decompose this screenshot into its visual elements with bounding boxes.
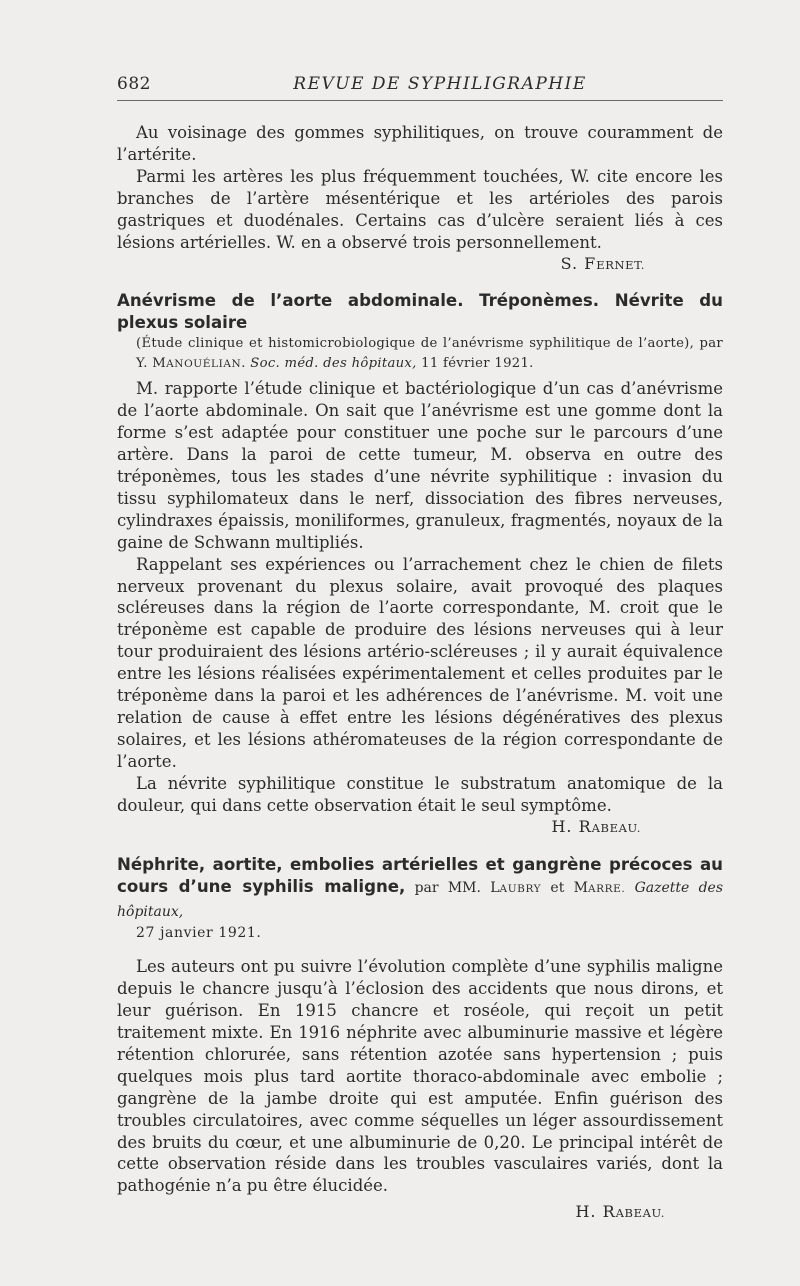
journal-name: Gazette des hôpitaux,	[117, 880, 723, 921]
signature-initial: S. F	[560, 254, 597, 274]
title-text: Néphrite, aortite, embolies artérielles et gangrène précoces au cours d’une syphilis maligne,	[117, 855, 723, 897]
paragraph: M. rapporte l’étude clinique et bactériologique d’un cas d’anévrisme de l’aorte abdominale. On sait que l’anévrisme est une gomme dont la forme s’est adaptée pour constituer une poche sur le parcours d’une artère. Dans la paroi de cette tumeur, M. observa en outre des tréponèmes, tous les stades d’une névrite syphilitique : invasion du tissu syphilomateux dans le nerf, dissociation des fibres nerveuses, cylindraxes épaissis, moniliformes, granuleux, fragmentés, noyaux de la gaine de Schwann multipliés.	[117, 379, 723, 552]
signature-initial: H. R	[551, 817, 592, 837]
page-number: 682	[117, 74, 151, 94]
publication-date: 27 janvier 1921.	[136, 925, 262, 942]
page-body	[117, 122, 723, 1225]
author-name: AUBRY	[499, 883, 542, 896]
running-title: REVUE DE SYPHILIGRAPHIE	[293, 74, 587, 94]
article-subtitle: (Étude clinique et histomicrobiologique de l’anévrisme syphilitique de l’aorte), par Y. MANOUÉLIAN. Soc. méd. des hôpitaux, 11 février 1921.	[136, 336, 723, 372]
author-name: ANOUÉLIAN	[166, 358, 242, 371]
article-title: Anévrisme de l’aorte abdominale. Tréponèmes. Névrite du plexus solaire	[117, 291, 723, 333]
signature-rest: ABEAU.	[591, 821, 641, 836]
signature-rest: ABEAU.	[615, 1206, 665, 1221]
author-initial: M	[152, 356, 167, 372]
paragraph: La névrite syphilitique constitue le substratum anatomique de la douleur, qui dans cette observation était le seul symptôme.	[117, 773, 723, 815]
journal-name: Soc. méd. des hôpitaux,	[250, 356, 417, 372]
paragraph: Les auteurs ont pu suivre l’évolution complète d’une syphilis maligne depuis le chancre jusqu’à l’éclosion des accidents que nous dirons, et leur guérison. En 1915 chancre et roséole, qui reçoit un petit traitement mixte. En 1916 néphrite avec albuminurie massive et légère rétention chlorurée, sans rétention azotée sans hypertension ; puis quelques mois plus tard aortite thoraco-abdominale avec embolie ; gangrène de la jambe droite qui est amputée. Enfin guérison des troubles circulatoires, avec comme séquelles un léger assourdissement des bruits du cœur, et une albuminurie de 0,20. Le principal intérêt de cette observation réside dans les troubles vasculaires variés, dont la pathogénie n’a pu être élucidée.	[117, 957, 723, 1196]
article-title	[117, 854, 723, 923]
publication-date: 11 février 1921.	[416, 356, 534, 372]
author-initial: M	[573, 880, 588, 897]
paragraph: Au voisinage des gommes syphilitiques, on trouve couramment de l’artérite.	[117, 123, 723, 164]
signature-rabeau	[117, 1201, 723, 1225]
signature-fernet	[117, 253, 723, 277]
byline-text: et	[541, 880, 574, 897]
byline-text: par MM.	[405, 880, 491, 897]
signature-initial: H. R	[575, 1202, 616, 1222]
signature-rabeau	[117, 816, 723, 840]
author-name: ARRE.	[587, 883, 626, 896]
subtitle-text: (Étude clinique et histomicrobiologique de l’anévrisme syphilitique de l’aorte), par Y.	[136, 336, 723, 372]
author-initial: L	[490, 880, 500, 897]
page-header	[117, 74, 723, 101]
paragraph: Rappelant ses expériences ou l’arrachement chez le chien de filets nerveux provenant du plexus solaire, avait provoqué des plaques scléreuses dans la région de l’aorte correspondante, M. croit que le tréponème est capable de produire des lésions nerveuses qui à leur tour produiraient des lésions artério-scléreuses ; il y aurait équivalence entre les lésions réalisées expérimentalement et celles produites par le tréponème dans la paroi et les adhérences de l’anévrisme. M. voit une relation de cause à effet entre les lésions dégénératives des plexus solaires, et les lésions athéromateuses de la région correspondante de l’aorte.	[117, 554, 723, 771]
signature-rest: ERNET.	[596, 258, 645, 273]
paragraph: Parmi les artères les plus fréquemment touchées, W. cite encore les branches de l’artère mésentérique et les artérioles des parois gastriques et duodénales. Certains cas d’ulcère seraient liés à ces lésions artérielles. W. en a observé trois personnellement.	[117, 166, 723, 252]
